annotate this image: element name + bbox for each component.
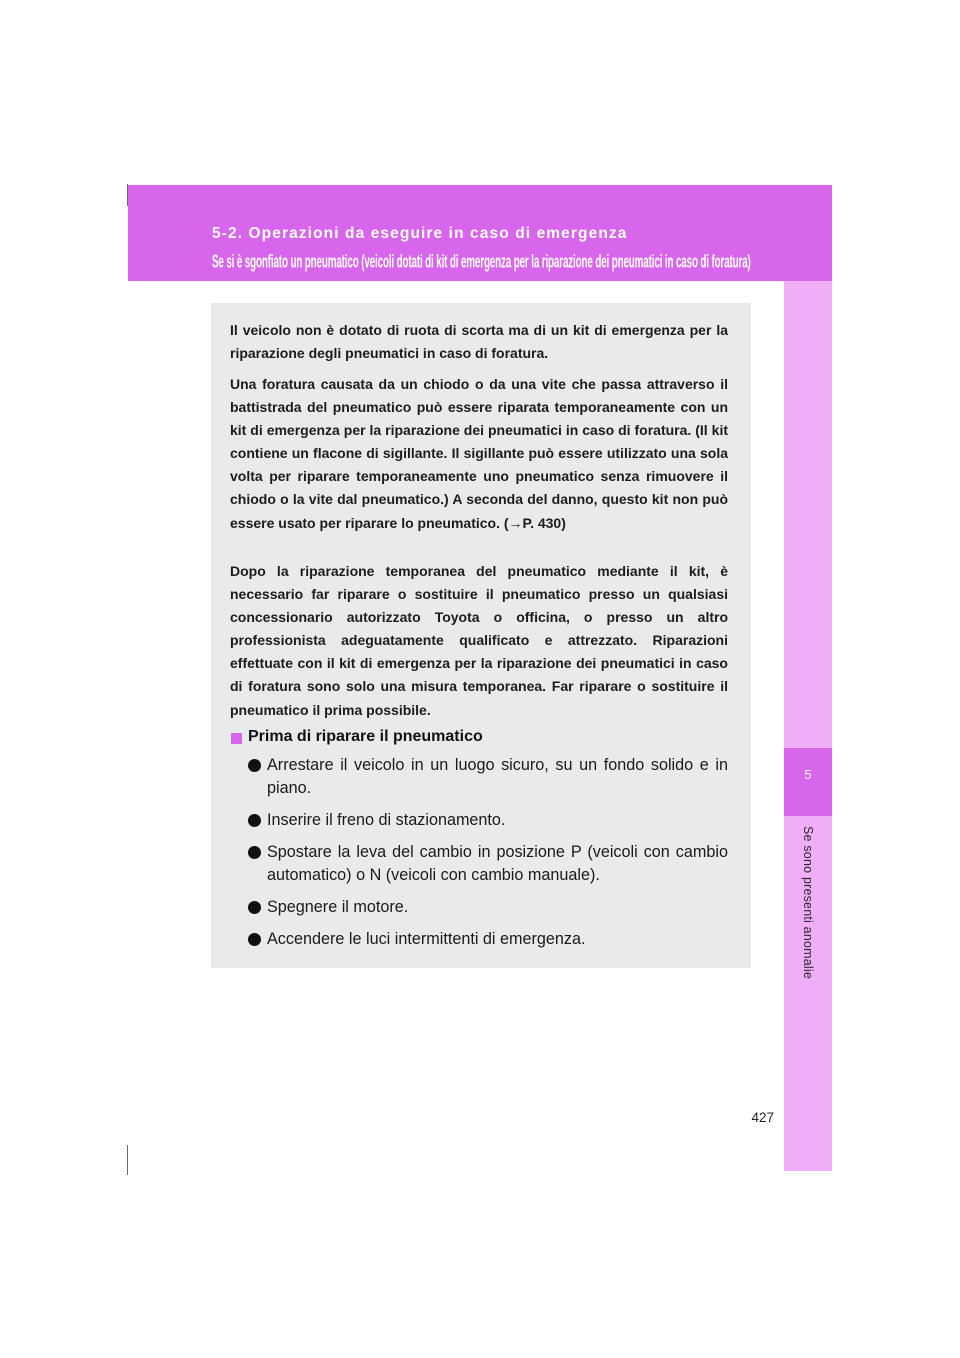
warning-paragraph: Dopo la riparazione temporanea del pneumatico mediante il kit, è necessario far riparare o sostituire il pneumatico presso un qualsiasi concessionario autorizzato Toyota o officina, o presso un altro professionista adeguatamente qualificato e attrezzato. Riparazioni effettuate con il kit di emergenza per la riparazione dei pneumatici in caso di foratura sono solo una misura temporanea. Far riparare o sostituire il pneumatico il prima possibile.: [230, 563, 728, 718]
crop-mark: [127, 1145, 128, 1175]
bullet-dot-icon: [248, 814, 261, 827]
bullet-dot-icon: [248, 759, 261, 772]
list-item: Arrestare il veicolo in un luogo sicuro, su un fondo solido e in piano.: [267, 756, 728, 798]
chapter-title: Se sono presenti anomalie: [801, 826, 815, 980]
chapter-number: 5: [804, 767, 812, 782]
square-bullet-icon: [231, 733, 242, 744]
page-subtitle: Se si è sgonfiato un pneumatico (veicoli dotati di kit di emergenza per la riparazione dei pneumatici in caso di foratura): [212, 251, 751, 273]
intro-paragraph: Il veicolo non è dotato di ruota di scorta ma di un kit di emergenza per la riparazione degli pneumatici in caso di foratura.: [230, 322, 728, 362]
section-title: 5-2. Operazioni da eseguire in caso di emergenza: [212, 225, 628, 242]
list-item: Inserire il freno di stazionamento.: [267, 811, 506, 829]
bullet-dot-icon: [248, 933, 261, 946]
list-item: Accendere le luci intermittenti di emergenza.: [267, 930, 586, 948]
list-item: Spegnere il motore.: [267, 898, 409, 916]
page-number: 427: [751, 1110, 774, 1125]
list-item: Spostare la leva del cambio in posizione P (veicoli con cambio automatico) o N (veicoli con cambio manuale).: [267, 843, 728, 885]
section-header: [128, 185, 832, 281]
bullet-dot-icon: [248, 846, 261, 859]
subsection-heading: Prima di riparare il pneumatico: [248, 728, 483, 745]
bullet-dot-icon: [248, 901, 261, 914]
description-paragraph: Una foratura causata da un chiodo o da una vite che passa attraverso il battistrada del pneumatico può essere riparata temporaneamente con un kit di emergenza per la riparazione dei pneumatici in caso di foratura. (Il kit contiene un flacone di sigillante. Il sigillante può essere utilizzato una sola volta per riparare temporaneamente uno pneumatico senza rimuovere il chiodo o la vite dal pneumatico.) A seconda del danno, questo kit non può essere usato per riparare lo pneumatico. (→P. 430): [230, 376, 728, 531]
chapter-tab-active: [784, 748, 832, 816]
chapter-side-tab: [784, 281, 832, 1171]
